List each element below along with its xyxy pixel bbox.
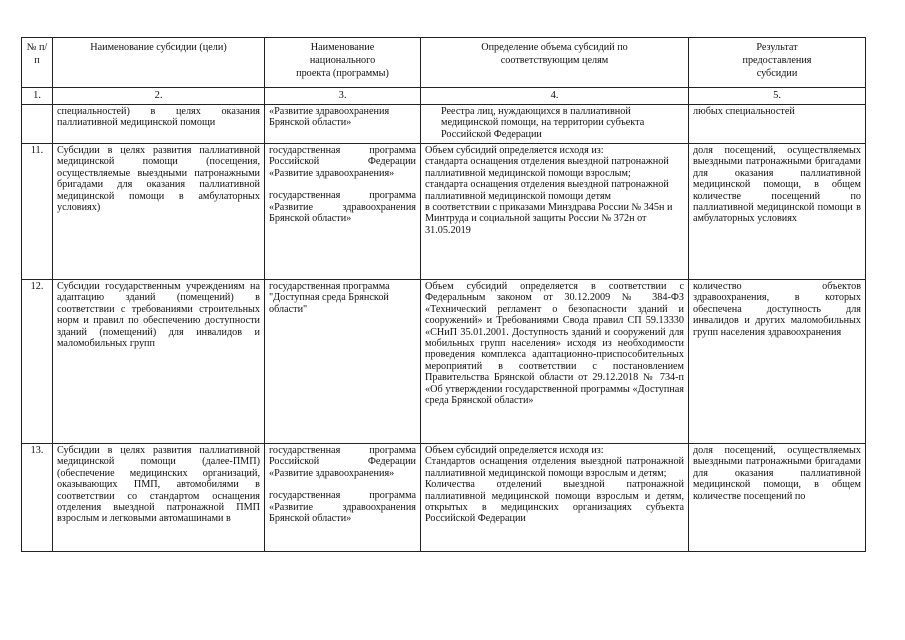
volume-line: Количества отделений выездной патронажной паллиативной медицинской помощи взрослым и детям, открытых в медицинских организациях субъекта Российской Федерации [425,479,684,525]
program-name: государственная программа «Развитие здравоохранения Брянской области» [269,190,416,225]
subsidy-name: Субсидии в целях развития паллиативной медицинской помощи (посещения, осуществляемые выездными патронажными бригадами для оказания паллиативной медицинской помощи в амбулаторных условиях) [53,144,265,280]
subsidy-result: доля посещений, осуществляемых выездными патронажными бригадами для оказания паллиативной медицинской помощи, в общем количестве посещений по паллиативной медицинской помощи в амбулаторных условиях [689,144,866,280]
row-number: 13. [22,444,53,552]
volume-definition [421,444,689,552]
subsidy-result: любых специальностей [689,105,866,144]
column-index-row [22,88,866,105]
subsidy-table [21,37,866,552]
header-volume-definition: Определение объема субсидий по соответствующим целям [421,38,689,88]
table-row [22,105,866,144]
table-row [22,444,866,552]
subsidy-name: специальностей) в целях оказания паллиативной медицинской помощи [53,105,265,144]
table-row [22,144,866,280]
subsidy-result: количество объектов здравоохранения, в которых обеспечена доступность для инвалидов и других маломобильных групп населения здравоохранения [689,280,866,444]
volume-line: в соответствии с приказами Минздрава России № 345н и Минтруда и социальной защиты России № 372н от 31.05.2019 [425,202,673,236]
volume-line: Стандартов оснащения отделения выездной патронажной паллиативной медицинской помощи взрослым и детям; [425,456,684,479]
index-cell: 3. [265,88,421,105]
header-result: Результат предоставления субсидии [689,38,866,88]
volume-line: Объем субсидий определяется исходя из: [425,145,604,156]
volume-definition: Объем субсидий определяется в соответствии с Федеральным законом от 30.12.2009 № 384-ФЗ «Технический регламент о безопасности зданий и сооружений» и Требованиями Свода правил СП 59.13330 «СНиП 35.01.2001. Доступность зданий и сооружений для мобильных групп населения» исходя из необходимости проведения комплекса адаптационно-приспособительных мероприятий в соответствии с постановлением Правительства Брянской области от 29.12.2018 № 734-п «Об утверждении государственной программы «Доступная среда Брянской области» [421,280,689,444]
volume-line: стандарта оснащения отделения выездной патронажной паллиативной медицинской помощи детям [425,179,669,202]
program-name: государственная программа Российской Федерации «Развитие здравоохранения» [269,445,416,479]
subsidy-name: Субсидии в целях развития паллиативной медицинской помощи (далее-ПМП) (обеспечение медицинских организаций, оказывающих ПМП, автомобилями в соответствии со стандартом оснащения отделения выездной патронажной ПМП взрослым и легковыми автомашинами в [53,444,265,552]
index-cell: 5. [689,88,866,105]
subsidy-name: Субсидии государственным учреждениям на адаптацию зданий (помещений) в соответствии с требованиями строительных норм и правил по обеспечению доступности зданий (помещений) для инвалидов и маломобильных групп [53,280,265,444]
header-number: № п/п [22,38,53,88]
program-cell [265,444,421,552]
row-number [22,105,53,144]
header-national-project: Наименование национального проекта (программы) [265,38,421,88]
program-name: «Развитие здравоохранения Брянской области» [265,105,421,144]
table-row [22,280,866,444]
program-name: государственная программа "Доступная среда Брянской области" [265,280,421,444]
volume-definition: Реестра лиц, нуждающихся в паллиативной медицинской помощи, на территории субъекта Российской Федерации [421,105,689,144]
volume-definition [421,144,689,280]
row-number: 12. [22,280,53,444]
program-name: государственная программа Российской Федерации «Развитие здравоохранения» [269,145,416,179]
row-number: 11. [22,144,53,280]
header-subsidy-name: Наименование субсидии (цели) [53,38,265,88]
index-cell: 1. [22,88,53,105]
subsidy-result: доля посещений, осуществляемых выездными патронажными бригадами для оказания паллиативной медицинской помощи, в общем количестве посещений по [689,444,866,552]
index-cell: 2. [53,88,265,105]
volume-line: Объем субсидий определяется исходя из: [425,445,604,456]
index-cell: 4. [421,88,689,105]
program-name: государственная программа «Развитие здравоохранения Брянской области» [269,490,416,525]
table-header-row [22,38,866,88]
volume-line: стандарта оснащения отделения выездной патронажной паллиативной медицинской помощи взрослым; [425,156,669,179]
program-cell [265,144,421,280]
